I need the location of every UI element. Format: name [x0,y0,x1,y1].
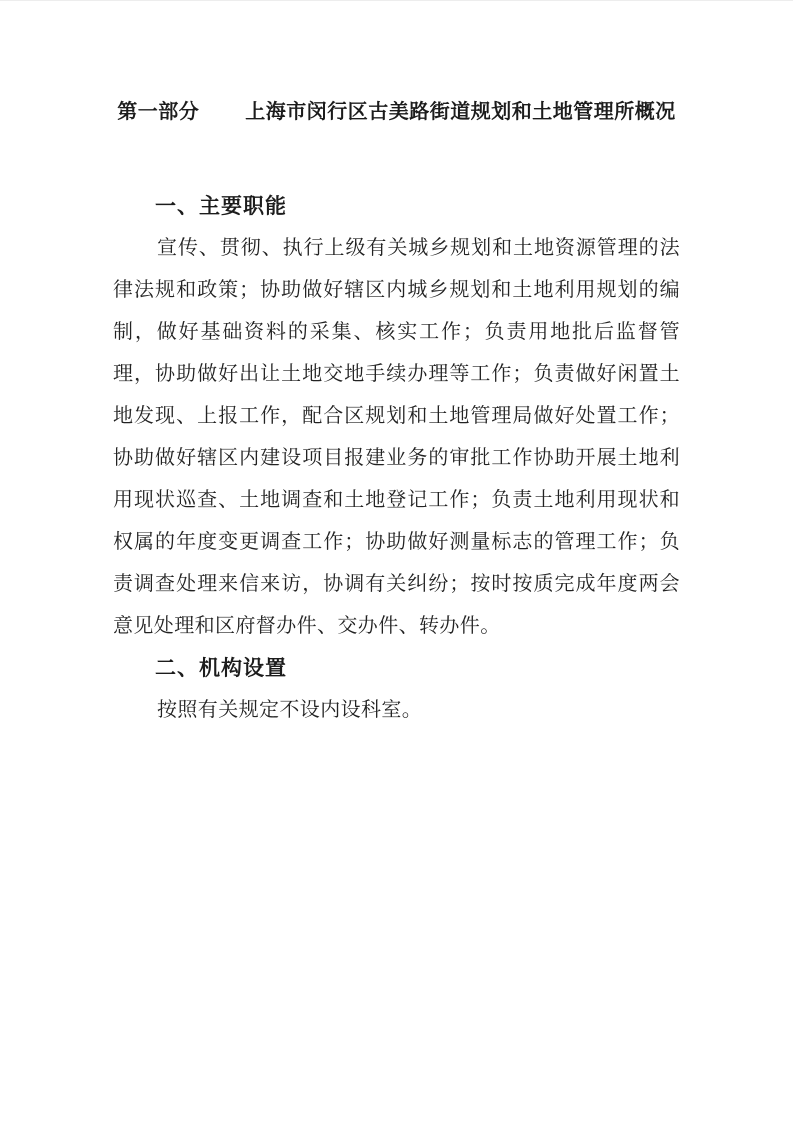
document-content [0,1,793,731]
body-paragraph-organization: 按照有关规定不设内设科室。 [157,699,423,721]
title-part-label: 第一部分 [117,101,200,123]
document-title [113,97,680,127]
section-heading-organization: 二、机构设置 [155,656,287,680]
section-heading-main-functions: 一、主要职能 [155,194,287,218]
body-paragraph-main-functions: 宣传、贯彻、执行上级有关城乡规划和土地资源管理的法律法规和政策；协助做好辖区内城乡规划和土地利用规划的编制，做好基础资料的采集、核实工作；负责用地批后监督管理，协助做好出让土地交地手续办理等工作；负责做好闲置土地发现、上报工作，配合区规划和土地管理局做好处置工作；协助做好辖区内建设项目报建业务的审批工作协助开展土地利用现状巡查、土地调查和土地登记工作；负责土地利用现状和权属的年度变更调查工作；协助做好测量标志的管理工作；负责调查处理来信来访，协调有关纠纷；按时按质完成年度两会意见处理和区府督办件、交办件、转办件。 [113,237,680,637]
title-text: 上海市闵行区古美路街道规划和土地管理所概况 [245,101,676,123]
